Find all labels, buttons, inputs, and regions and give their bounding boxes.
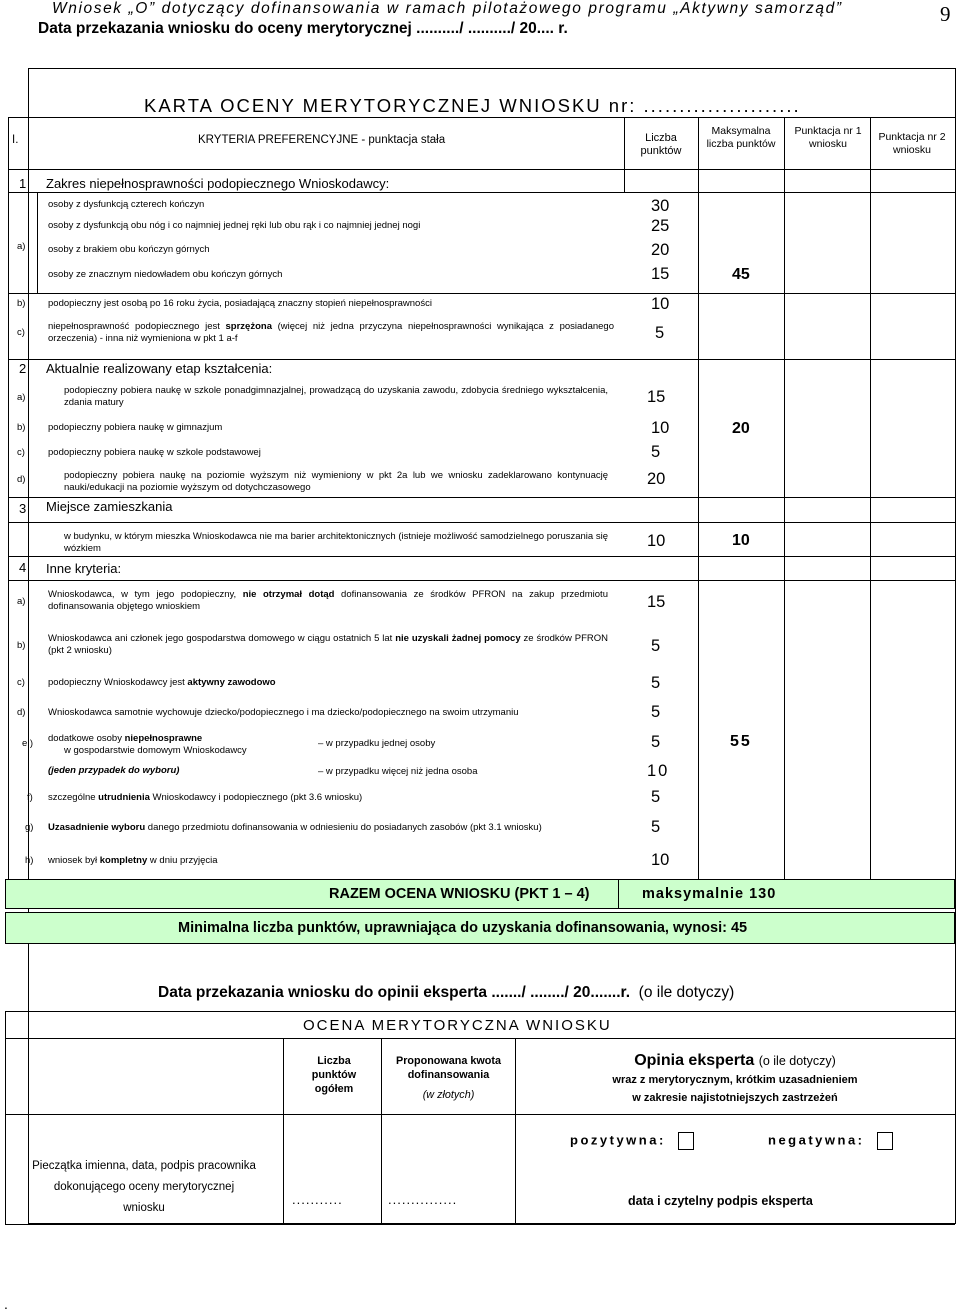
total-max: maksymalnie 130: [642, 886, 777, 902]
minimum-score-bar: [5, 912, 955, 944]
card-title: KARTA OCENY MERYTORYCZNEJ WNIOSKU nr: ......................: [144, 95, 801, 116]
criterion-2a-text: podopieczny pobiera naukę w szkole ponadgimnazjalnej, prowadzącą do uzyskania zawodu, zdobycia średniego wykształcenia, zdania matury: [64, 385, 608, 408]
criterion-4h-text: wniosek był kompletny w dniu przyjęcia: [48, 855, 218, 866]
criterion-4c-points: 5: [651, 674, 661, 692]
criterion-1-max: 45: [732, 266, 750, 283]
positive-checkbox[interactable]: [678, 1132, 694, 1150]
total-points-field[interactable]: ...........: [292, 1192, 343, 1207]
criterion-2b-points: 10: [651, 419, 670, 437]
criterion-4a-text: Wnioskodawca, w tym jego podopieczny, nie otrzymał dotąd dofinansowania ze środków PFRON na zakup przedmiotu dofinansowania objętego wnioskiem: [48, 589, 608, 612]
criterion-4d-points: 5: [651, 703, 661, 721]
criterion-1a1-text: osoby z dysfunkcją czterech kończyn: [48, 199, 205, 210]
submission-date-line: Data przekazania wniosku do oceny merytorycznej ........../ ........../ 20.... r.: [38, 20, 568, 37]
criterion-4e-text: dodatkowe osoby niepełnosprawne: [48, 733, 203, 744]
opinion-positive: pozytywna:: [570, 1132, 694, 1150]
criterion-4c-text: podopieczny Wnioskodawcy jest aktywny zawodowo: [48, 677, 276, 688]
negative-checkbox[interactable]: [877, 1132, 893, 1150]
footer-dot: .: [4, 1296, 8, 1312]
criterion-1a3-text: osoby z brakiem obu kończyn górnych: [48, 244, 210, 255]
criterion-2d-label: d): [17, 474, 26, 485]
criterion-4b-text: Wnioskodawca ani członek jego gospodarstwa domowego w ciągu ostatnich 5 lat nie uzyskali żadnej pomocy ze środków PFRON (pkt 2 wniosku): [48, 633, 608, 656]
criterion-1c-points: 5: [655, 324, 665, 342]
criterion-3-max: 10: [732, 532, 750, 549]
criterion-2d-points: 20: [647, 470, 666, 488]
criterion-2c-label: c): [17, 447, 25, 458]
criterion-4a-label: a): [17, 596, 26, 607]
criterion-4c-label: c): [17, 677, 25, 688]
criterion-4g-label: g): [25, 822, 34, 833]
criterion-3a-points: 10: [647, 532, 666, 550]
criterion-4a-points: 15: [647, 593, 666, 611]
expert-date-line: Data przekazania wniosku do opinii eksperta ......./ ......../ 20.......r. (o ile dotyczy): [158, 984, 735, 1001]
criterion-4g-points: 5: [651, 818, 661, 836]
expert-table-title: OCENA MERYTORYCZNA WNIOSKU: [303, 1017, 612, 1034]
criterion-1c-label: c): [17, 327, 25, 338]
criterion-1a2-points: 25: [651, 217, 670, 235]
criterion-4e1-text: – w przypadku jednej osoby: [318, 738, 436, 749]
page-number: 9: [940, 2, 951, 26]
criterion-2b-text: podopieczny pobiera naukę w gimnazjum: [48, 422, 223, 433]
minimum-score-text: Minimalna liczba punktów, uprawniająca do uzyskania dofinansowania, wynosi: 45: [178, 920, 748, 936]
criterion-2-number: 2: [19, 361, 27, 376]
criterion-2a-points: 15: [647, 388, 666, 406]
criterion-4-number: 4: [19, 560, 27, 575]
criterion-4f-points: 5: [651, 788, 661, 806]
criterion-1-number: 1: [19, 176, 27, 191]
criterion-2-max: 20: [732, 420, 750, 437]
expert-signature-label: data i czytelny podpis eksperta: [628, 1194, 813, 1208]
proposed-amount-field[interactable]: ...............: [388, 1192, 458, 1207]
col-header-points: Liczba punktów: [640, 132, 682, 157]
stamp-signature-area: Pieczątka imienna, data, podpis pracownika dokonującego oceny merytorycznej wniosku: [32, 1160, 256, 1214]
total-score-bar: [5, 879, 955, 909]
col-proposed-amount: Proponowana kwota dofinansowania (w złotych): [396, 1055, 501, 1101]
criterion-4b-label: b): [17, 640, 26, 651]
criterion-4e-text-cont: w gospodarstwie domowym Wnioskodawcy: [64, 745, 247, 756]
criterion-4e2-points: 10: [647, 762, 670, 780]
criterion-1a4-text: osoby ze znacznym niedowładem obu kończyn górnych: [48, 269, 283, 280]
criterion-4e-note: (jeden przypadek do wyboru): [48, 765, 180, 776]
criterion-4-title: Inne kryteria:: [46, 561, 122, 576]
criterion-4f-label: f): [27, 792, 33, 803]
col-header-score-1: Punktacja nr 1 wniosku: [794, 125, 862, 150]
criterion-1-title: Zakres niepełnosprawności podopiecznego Wnioskodawcy:: [46, 176, 390, 191]
program-header: Wniosek „O” dotyczący dofinansowania w ramach pilotażowego programu „Aktywny samorząd”: [52, 0, 843, 17]
criterion-4d-text: Wnioskodawca samotnie wychowuje dziecko/podopiecznego i ma dziecko/podopiecznego na swoim utrzymaniu: [48, 707, 519, 718]
col-header-score-2: Punktacja nr 2 wniosku: [878, 131, 946, 156]
criterion-4b-points: 5: [651, 637, 661, 655]
criterion-2d-text: podopieczny pobiera naukę na poziomie wyższym niż wymieniony w pkt 2a lub we wniosku zadeklarowano kontynuację nauki/edukacji na poziomie wyższym od dotychczasowego: [64, 470, 608, 493]
criterion-2b-label: b): [17, 422, 26, 433]
col-expert-opinion: Opinia eksperta (o ile dotyczy) wraz z merytorycznym, krótkim uzasadnieniem w zakresie najistotniejszych zastrzeżeń: [612, 1052, 858, 1104]
criterion-3-title: Miejsce zamieszkania: [46, 499, 173, 514]
criterion-2c-text: podopieczny pobiera naukę w szkole podstawowej: [48, 447, 261, 458]
criterion-1a2-text: osoby z dysfunkcją obu nóg i co najmniej jednej ręki lub obu rąk i co najmniej jednej nogi: [48, 220, 421, 231]
criterion-4h-label: h): [25, 855, 34, 866]
criterion-4e2-text: – w przypadku więcej niż jedna osoba: [318, 766, 478, 777]
criterion-1a1-points: 30: [651, 197, 670, 215]
total-label: RAZEM OCENA WNIOSKU (PKT 1 – 4): [329, 886, 590, 902]
criterion-1b-points: 10: [651, 295, 670, 313]
opinion-negative: negatywna:: [768, 1132, 893, 1150]
criterion-1b-label: b): [17, 298, 26, 309]
criterion-1c-text: niepełnosprawność podopiecznego jest sprzężona (więcej niż jedna przyczyna niepełnosprawności wynikająca z posiadanego orzeczenia) - inna niż wymieniona w pkt 1 a-f: [48, 321, 614, 344]
col-header-max-points: Maksymalna liczba punktów: [706, 125, 776, 150]
criterion-1b-text: podopieczny jest osobą po 16 roku życia, posiadającą znaczny stopień niepełnosprawności: [48, 298, 432, 309]
criterion-4-max: 55: [730, 733, 752, 750]
criterion-4h-points: 10: [651, 851, 670, 869]
criterion-1a4-points: 15: [651, 265, 670, 283]
criterion-1a3-points: 20: [651, 241, 670, 259]
criterion-4d-label: d): [17, 707, 26, 718]
criterion-3a-text: w budynku, w którym mieszka Wnioskodawca nie ma barier architektonicznych (istnieje możliwość samodzielnego poruszania się wózkiem: [64, 531, 608, 554]
criterion-4e1-points: 5: [651, 733, 661, 751]
criterion-2a-label: a): [17, 392, 26, 403]
criterion-1a-label: a): [17, 241, 26, 252]
criterion-4g-text: Uzasadnienie wyboru danego przedmiotu dofinansowania w odniesieniu do posiadanych zasobów (pkt 3.1 wniosku): [48, 822, 542, 833]
col-total-points: Liczba punktów ogółem: [311, 1055, 357, 1095]
section-title: KRYTERIA PREFERENCYJNE - punktacja stała: [198, 134, 446, 146]
criterion-2-title: Aktualnie realizowany etap kształcenia:: [46, 361, 273, 376]
criterion-3-number: 3: [19, 501, 27, 516]
section-roman: I.: [12, 134, 19, 146]
criterion-4f-text: szczególne utrudnienia Wnioskodawcy i podopiecznego (pkt 3.6 wniosku): [48, 792, 363, 803]
criterion-4e-label: e ): [22, 738, 34, 749]
criterion-2c-points: 5: [651, 443, 661, 461]
